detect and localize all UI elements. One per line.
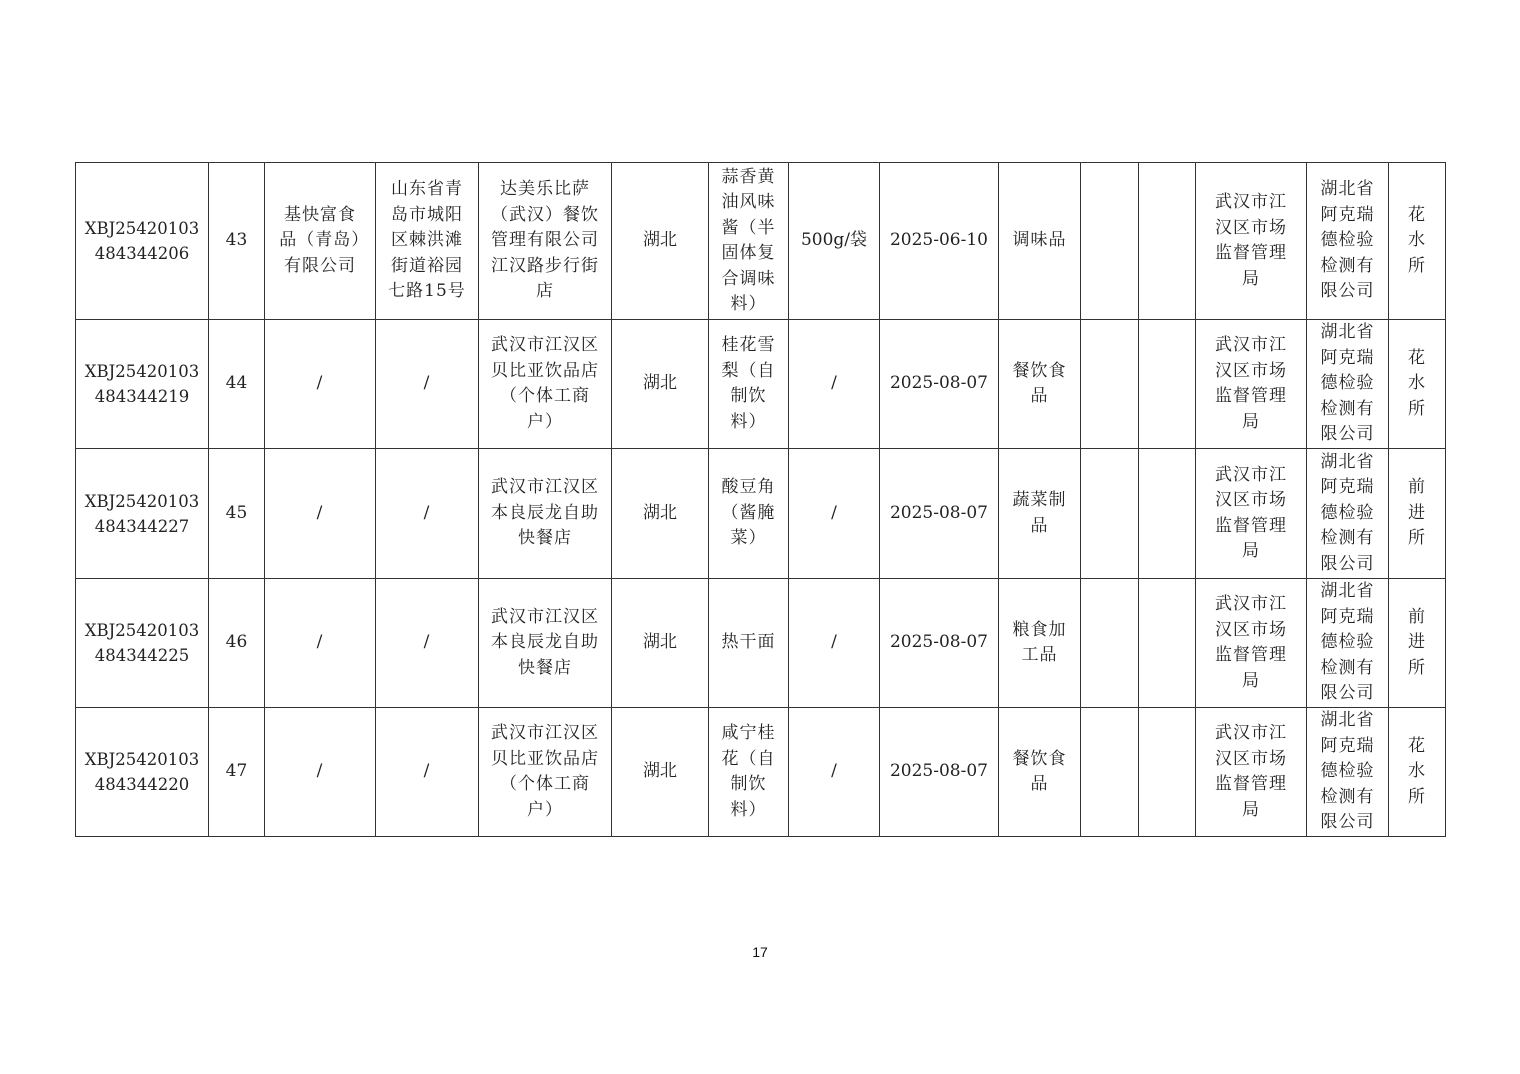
food-category-cell: [999, 579, 1081, 708]
province-cell: [612, 579, 709, 708]
sequence-text: 47: [225, 761, 248, 782]
station-cell: [1389, 579, 1446, 708]
producer-address-cell: [376, 163, 479, 320]
testing-lab-cell: [1307, 163, 1389, 320]
food-name-cell: [709, 708, 789, 837]
sample-code-cell: [76, 320, 209, 449]
sampled-unit-text: 达美乐比萨（武汉）餐饮管理有限公司江汉路步行街店: [491, 179, 599, 302]
station-text: 花水所: [1408, 204, 1426, 276]
food-category-text: 粮食加工品: [1012, 619, 1067, 665]
province-cell: [612, 708, 709, 837]
food-category-cell: [999, 163, 1081, 320]
sequence-text: 46: [225, 632, 248, 653]
table-row: [76, 320, 1446, 449]
production-date-text: 2025-08-07: [889, 373, 988, 394]
sample-code-cell: [76, 163, 209, 320]
testing-lab-cell: [1307, 708, 1389, 837]
testing-lab-text: 湖北省阿克瑞德检验检测有限公司: [1320, 322, 1375, 445]
sequence-text: 43: [225, 230, 248, 251]
specification-text: /: [831, 502, 837, 523]
producer-address-text: /: [423, 761, 431, 782]
sequence-cell: [209, 708, 265, 837]
food-name-text: 桂花雪梨（自制饮料）: [721, 335, 776, 432]
producer-text: /: [316, 632, 324, 653]
province-cell: [612, 320, 709, 449]
sample-code-line-2: 484344225: [94, 646, 190, 665]
station-text: 花水所: [1408, 735, 1426, 807]
sample-code-cell: [76, 708, 209, 837]
station-cell: [1389, 320, 1446, 449]
specification-text: 500g/袋: [800, 230, 868, 251]
empty-cell-a: [1081, 708, 1139, 837]
producer-text: /: [316, 373, 324, 394]
production-date-text: 2025-08-07: [889, 761, 988, 782]
sample-code-line-2: 484344220: [94, 775, 190, 794]
task-source-cell: [1196, 163, 1307, 320]
task-source-cell: [1196, 449, 1307, 579]
producer-address-cell: [376, 708, 479, 837]
sampled-unit-text: 武汉市江汉区本良辰龙自助快餐店: [491, 477, 599, 549]
producer-address-text: 山东省青岛市城阳区棘洪滩街道裕园七路15号: [388, 179, 466, 302]
food-name-text: 蒜香黄油风味酱（半固体复合调味料）: [721, 166, 776, 314]
production-date-cell: [880, 163, 999, 320]
production-date-cell: [880, 708, 999, 837]
sampled-unit-text: 武汉市江汉区贝比亚饮品店（个体工商户）: [491, 335, 599, 432]
sampled-unit-text: 武汉市江汉区本良辰龙自助快餐店: [491, 606, 599, 678]
page-number: 17: [752, 944, 768, 960]
specification-text: /: [831, 761, 837, 782]
empty-cell-b: [1139, 579, 1196, 708]
production-date-text: 2025-06-10: [889, 230, 988, 251]
sequence-text: 44: [225, 373, 248, 394]
sample-code-line-1: XBJ25420103: [84, 621, 200, 640]
testing-lab-text: 湖北省阿克瑞德检验检测有限公司: [1320, 710, 1375, 833]
sample-code-cell: [76, 579, 209, 708]
province-cell: [612, 449, 709, 579]
empty-cell-a: [1081, 163, 1139, 320]
food-name-cell: [709, 320, 789, 449]
producer-address-cell: [376, 320, 479, 449]
empty-cell-b: [1139, 320, 1196, 449]
specification-cell: [789, 320, 880, 449]
province-text: 湖北: [643, 502, 677, 523]
testing-lab-cell: [1307, 320, 1389, 449]
sampled-unit-text: 武汉市江汉区贝比亚饮品店（个体工商户）: [491, 723, 599, 820]
food-category-cell: [999, 320, 1081, 449]
testing-lab-text: 湖北省阿克瑞德检验检测有限公司: [1320, 451, 1375, 574]
food-name-cell: [709, 579, 789, 708]
table-row: [76, 449, 1446, 579]
empty-cell-b: [1139, 449, 1196, 579]
sampled-unit-cell: [479, 708, 612, 837]
sampled-unit-cell: [479, 320, 612, 449]
station-cell: [1389, 163, 1446, 320]
food-category-text: 餐饮食品: [1012, 748, 1067, 794]
sample-code-line-1: XBJ25420103: [84, 491, 200, 511]
food-category-cell: [999, 449, 1081, 579]
testing-lab-text: 湖北省阿克瑞德检验检测有限公司: [1320, 179, 1375, 302]
producer-address-cell: [376, 449, 479, 579]
station-text: 前进所: [1408, 477, 1426, 549]
province-text: 湖北: [643, 230, 677, 251]
producer-cell: [265, 708, 376, 837]
empty-cell-a: [1081, 579, 1139, 708]
sample-code-line-2: 484344227: [94, 516, 190, 536]
province-text: 湖北: [643, 373, 677, 394]
production-date-cell: [880, 320, 999, 449]
empty-cell-b: [1139, 163, 1196, 320]
task-source-text: 武汉市江汉区市场监督管理局: [1215, 335, 1287, 432]
food-category-cell: [999, 708, 1081, 837]
task-source-text: 武汉市江汉区市场监督管理局: [1215, 723, 1287, 820]
task-source-cell: [1196, 708, 1307, 837]
producer-text: /: [316, 502, 324, 523]
sample-code-line-2: 484344206: [94, 244, 190, 263]
food-name-cell: [709, 449, 789, 579]
task-source-text: 武汉市江汉区市场监督管理局: [1215, 594, 1287, 691]
sample-code-line-1: XBJ25420103: [84, 750, 200, 769]
sample-code-line-1: XBJ25420103: [84, 219, 200, 238]
task-source-text: 武汉市江汉区市场监督管理局: [1215, 192, 1287, 289]
producer-address-cell: [376, 579, 479, 708]
production-date-text: 2025-08-07: [889, 632, 988, 653]
specification-cell: [789, 579, 880, 708]
empty-cell-b: [1139, 708, 1196, 837]
food-category-text: 蔬菜制品: [1012, 490, 1067, 536]
empty-cell-a: [1081, 449, 1139, 579]
producer-text: 基快富食品（青岛）有限公司: [279, 204, 361, 276]
sequence-cell: [209, 320, 265, 449]
production-date-text: 2025-08-07: [889, 502, 988, 523]
sample-code-line-2: 484344219: [94, 387, 190, 406]
producer-address-text: /: [423, 502, 431, 523]
station-text: 花水所: [1408, 347, 1426, 419]
food-category-text: 餐饮食品: [1012, 360, 1067, 406]
specification-text: /: [831, 373, 837, 394]
sampled-unit-cell: [479, 579, 612, 708]
sequence-cell: [209, 579, 265, 708]
food-name-text: 酸豆角（酱腌菜）: [721, 477, 776, 549]
producer-address-text: /: [423, 632, 431, 653]
specification-cell: [789, 163, 880, 320]
sample-code-cell: [76, 449, 209, 579]
producer-text: /: [316, 761, 324, 782]
testing-lab-cell: [1307, 579, 1389, 708]
specification-text: /: [831, 632, 837, 653]
specification-cell: [789, 449, 880, 579]
station-text: 前进所: [1408, 606, 1426, 678]
empty-cell-a: [1081, 320, 1139, 449]
sampled-unit-cell: [479, 449, 612, 579]
testing-lab-text: 湖北省阿克瑞德检验检测有限公司: [1320, 581, 1375, 704]
province-text: 湖北: [643, 632, 677, 653]
station-cell: [1389, 449, 1446, 579]
production-date-cell: [880, 579, 999, 708]
sequence-cell: [209, 449, 265, 579]
sequence-text: 45: [225, 502, 248, 523]
sample-code-line-1: XBJ25420103: [84, 362, 200, 381]
food-name-cell: [709, 163, 789, 320]
table-body: [76, 163, 1446, 837]
province-text: 湖北: [643, 761, 677, 782]
producer-cell: [265, 579, 376, 708]
sequence-cell: [209, 163, 265, 320]
task-source-text: 武汉市江汉区市场监督管理局: [1215, 464, 1287, 561]
task-source-cell: [1196, 579, 1307, 708]
producer-cell: [265, 449, 376, 579]
table-row: [76, 579, 1446, 708]
specification-cell: [789, 708, 880, 837]
province-cell: [612, 163, 709, 320]
food-name-text: 热干面: [721, 632, 776, 653]
sampling-results-table: [75, 162, 1446, 837]
station-cell: [1389, 708, 1446, 837]
testing-lab-cell: [1307, 449, 1389, 579]
food-name-text: 咸宁桂花（自制饮料）: [721, 723, 776, 820]
table-row: [76, 708, 1446, 837]
table-row: [76, 163, 1446, 320]
producer-cell: [265, 320, 376, 449]
producer-address-text: /: [423, 373, 431, 394]
producer-cell: [265, 163, 376, 320]
sampled-unit-cell: [479, 163, 612, 320]
task-source-cell: [1196, 320, 1307, 449]
food-category-text: 调味品: [1012, 230, 1067, 251]
production-date-cell: [880, 449, 999, 579]
